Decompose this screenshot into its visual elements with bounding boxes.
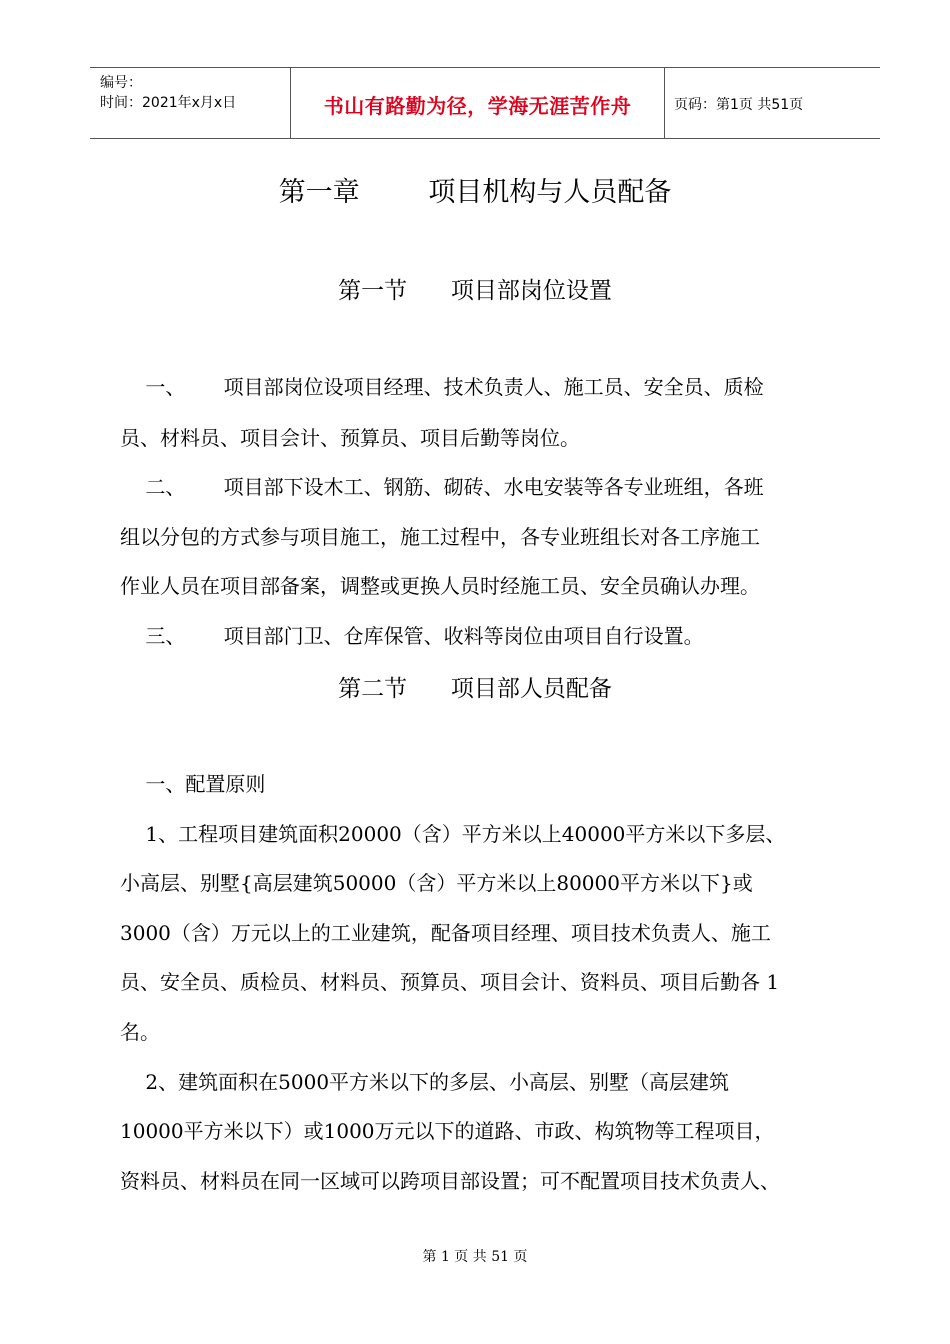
paragraph-line: 一、配置原则 [120, 772, 266, 796]
paragraph-line: 2、建筑面积在5000平方米以下的多层、小高层、别墅（高层建筑 [120, 1070, 730, 1094]
section2-title: 第二节 项目部人员配备 [338, 676, 612, 702]
paragraph-line: 组以分包的方式参与项目施工，施工过程中，各专业班组长对各工序施工 [120, 525, 760, 549]
paragraph-line: 小高层、别墅{高层建筑50000（含）平方米以上80000平方米以下}或 [120, 871, 753, 895]
section1-title: 第一节 项目部岗位设置 [338, 278, 612, 304]
date-line: 时间：2021年x月x日 [100, 95, 237, 111]
header-motto-cell [290, 68, 665, 138]
page-footer: 第 1 页 共 51 页 [422, 1249, 528, 1265]
paragraph-line: 员、安全员、质检员、材料员、预算员、项目会计、资料员、项目后勤各 1 [120, 970, 780, 994]
paragraph-line: 一、 项目部岗位设项目经理、技术负责人、施工员、安全员、质检 [120, 375, 764, 399]
paragraph-line: 作业人员在项目部备案，调整或更换人员时经施工员、安全员确认办理。 [120, 574, 760, 598]
document-header-table [90, 67, 880, 139]
paragraph-line: 资料员、材料员在同一区域可以跨项目部设置；可不配置项目技术负责人、 [120, 1169, 780, 1193]
paragraph-line: 名。 [120, 1020, 160, 1044]
motto-text: 书山有路勤为径，学海无涯苦作舟 [323, 94, 632, 118]
paragraph-line: 10000平方米以下）或1000万元以下的道路、市政、构筑物等工程项目， [120, 1119, 775, 1143]
paragraph-line: 员、材料员、项目会计、预算员、项目后勤等岗位。 [120, 426, 580, 450]
paragraph-line: 二、 项目部下设木工、钢筋、砌砖、水电安装等各专业班组，各班 [120, 475, 764, 499]
header-meta-cell [90, 68, 290, 138]
paragraph-line: 1、工程项目建筑面积20000（含）平方米以上40000平方米以下多层、 [120, 822, 786, 846]
chapter-title: 第一章 项目机构与人员配备 [278, 177, 672, 208]
page-info: 页码：第1页 共51页 [674, 97, 804, 113]
paragraph-line: 三、 项目部门卫、仓库保管、收料等岗位由项目自行设置。 [120, 624, 704, 648]
number-label: 编号： [100, 75, 142, 91]
paragraph-line: 3000（含）万元以上的工业建筑，配备项目经理、项目技术负责人、施工 [120, 921, 771, 945]
header-page-cell [664, 68, 880, 138]
